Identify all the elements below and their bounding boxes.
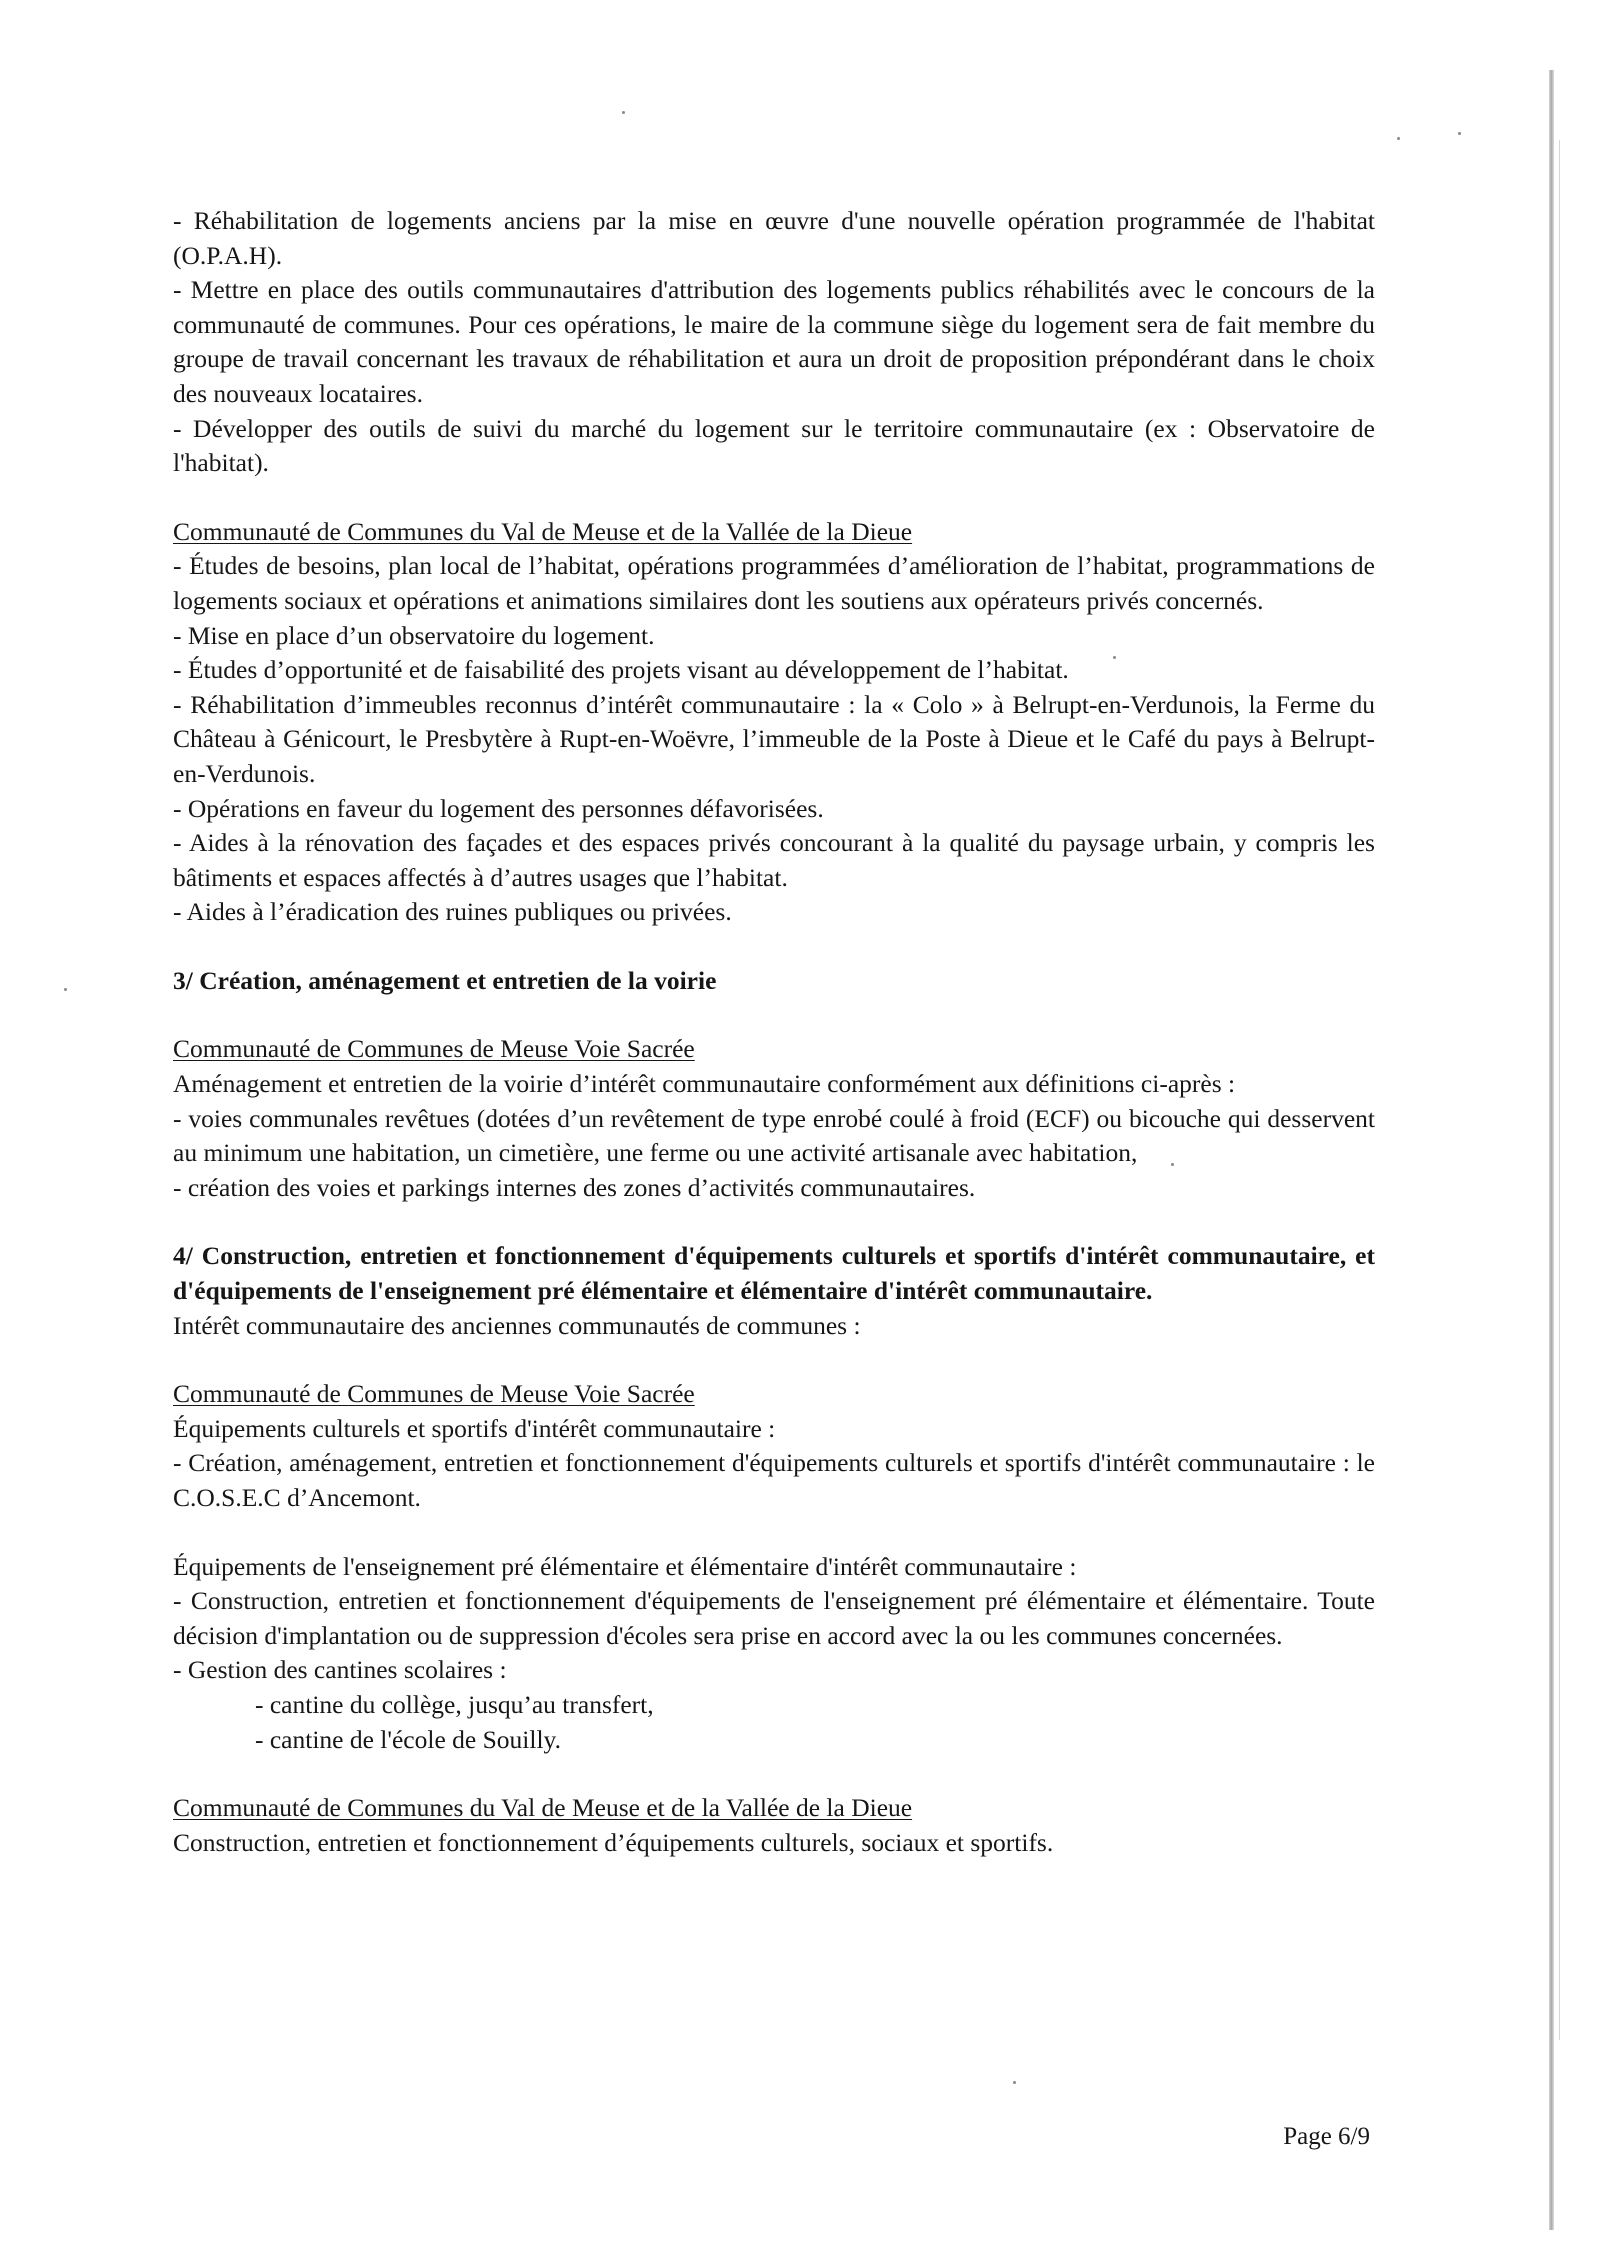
section-3-heading: 3/ Création, aménagement et entretien de la voirie [173,965,717,995]
spacer [173,1205,1375,1239]
scan-edge-shadow [1549,70,1554,2230]
habitat-item-observatoire: - Mise en place d’un observatoire du logement. [173,620,655,650]
culture-item-cosec: - Création, aménagement, entretien et fonctionnement d'équipements culturels et sportifs d'intérêt communautaire : le C.O.S.E.C d’Ancemont. [173,1448,1375,1512]
scan-speck [1458,132,1461,135]
subheading-val-de-meuse-equipements: Communauté de Communes du Val de Meuse et de la Vallée de la Dieue [173,1793,913,1823]
spacer [173,998,1375,1032]
voirie-item-intro: Aménagement et entretien de la voirie d’intérêt communautaire conformément aux définitions ci-après : [173,1069,1236,1099]
val-de-meuse-equipements-text: Construction, entretien et fonctionnement d’équipements culturels, sociaux et sportifs. [173,1827,1054,1857]
voirie-item-voies: - voies communales revêtues (dotées d’un revêtement de type enrobé coulé à froid (ECF) ou bicouche qui desservent au minimum une habitation, un cimetière, une ferme ou une activité artisanale avec habitation, [173,1103,1375,1168]
intro-item-attribution: - Mettre en place des outils communautaires d'attribution des logements publics réhabilités avec le concours de la communauté de communes. Pour ces opérations, le maire de la commune siège du logement sera de fait membre du groupe de travail concernant les travaux de réhabilitation et aura un droit de proposition prépondérant dans le choix des nouveaux locataires. [173,275,1375,408]
spacer [173,1757,1375,1791]
culture-item-title: Équipements culturels et sportifs d'intérêt communautaire : [173,1413,776,1443]
habitat-item-etudes: - Études de besoins, plan local de l’habitat, opérations programmées d’amélioration de l’habitat, programmations de logements sociaux et opérations et animations similaires dont les soutiens aux opérateurs privés concernés. [173,551,1375,615]
spacer [173,481,1375,515]
section-4-heading: 4/ Construction, entretien et fonctionnement d'équipements culturels et sportifs d'intérêt communautaire, et d'équipements de l'enseignement pré élémentaire et élémentaire d'intérêt communautaire. [173,1241,1375,1306]
scan-speck [622,111,625,114]
scan-speck [1397,137,1400,140]
section-4-intro: Intérêt communautaire des anciennes communautés de communes : [173,1310,861,1340]
scan-speck [64,988,67,991]
spacer [173,1343,1375,1377]
subheading-voie-sacree-equipements: Communauté de Communes de Meuse Voie Sacrée [173,1379,695,1409]
page-body [173,204,1375,1860]
spacer [173,1516,1375,1550]
voirie-item-parkings: - création des voies et parkings internes des zones d’activités communautaires. [173,1172,976,1202]
school-item-title: Équipements de l'enseignement pré élémentaire et élémentaire d'intérêt communautaire : [173,1551,1077,1581]
intro-item-opah: - Réhabilitation de logements anciens par la mise en œuvre d'une nouvelle opération programmée de l'habitat (O.P.A.H). [173,206,1375,270]
canteen-item-souilly: - cantine de l'école de Souilly. [255,1724,561,1754]
habitat-item-opportunite: - Études d’opportunité et de faisabilité des projets visant au développement de l’habitat. [173,655,1069,685]
intro-item-observatoire: - Développer des outils de suivi du marché du logement sur le territoire communautaire (ex : Observatoire de l'habitat). [173,413,1375,478]
habitat-item-rehabilitation: - Réhabilitation d’immeubles reconnus d’intérêt communautaire : la « Colo » à Belrupt-en-Verdunois, la Ferme du Château à Génicourt, le Presbytère à Rupt-en-Woëvre, l’immeuble de la Poste à Dieue et le Café du pays à Belrupt-en-Verdunois. [173,689,1375,788]
subheading-voie-sacree-voirie: Communauté de Communes de Meuse Voie Sacrée [173,1034,695,1064]
spacer [173,930,1375,964]
habitat-item-facades: - Aides à la rénovation des façades et des espaces privés concourant à la qualité du paysage urbain, y compris les bâtiments et espaces affectés à d’autres usages que l’habitat. [173,828,1375,892]
habitat-item-ruines: - Aides à l’éradication des ruines publiques ou privées. [173,897,732,927]
school-item-cantines: - Gestion des cantines scolaires : [173,1655,507,1685]
page-number: Page 6/9 [1283,2123,1370,2150]
school-item-construction: - Construction, entretien et fonctionnement d'équipements de l'enseignement pré élémentaire et élémentaire. Toute décision d'implantation ou de suppression d'écoles sera prise en accord avec la ou les communes concernées. [173,1586,1375,1650]
subheading-val-de-meuse-habitat: Communauté de Communes du Val de Meuse et de la Vallée de la Dieue [173,516,913,546]
scan-edge-line [1559,140,1560,2040]
scan-speck [1013,2081,1016,2084]
habitat-item-defavorisees: - Opérations en faveur du logement des personnes défavorisées. [173,793,824,823]
canteen-item-college: - cantine du collège, jusqu’au transfert, [255,1689,654,1719]
